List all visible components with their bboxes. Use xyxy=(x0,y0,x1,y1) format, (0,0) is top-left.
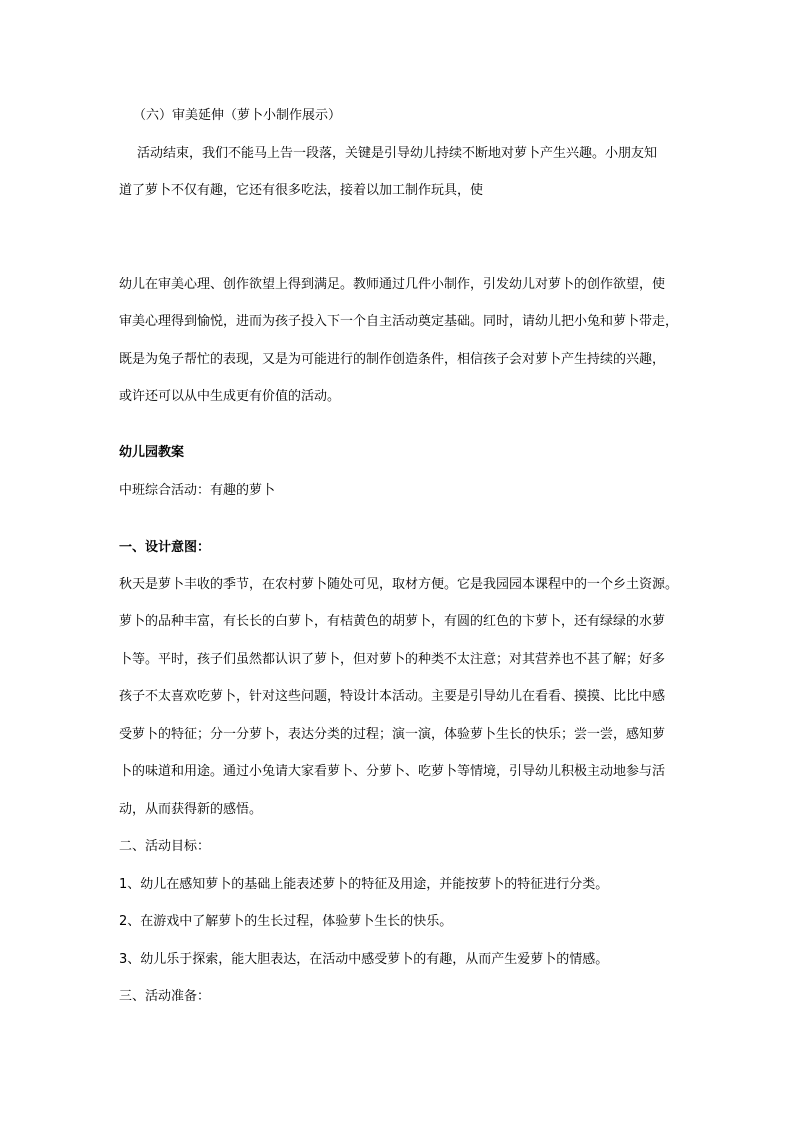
paragraph-line: 秋天是萝卜丰收的季节，在农村萝卜随处可见，取材方便。它是我园园本课程中的一个乡土资源。 xyxy=(119,577,679,592)
paragraph-line: 幼儿在审美心理、创作欲望上得到满足。教师通过几件小制作，引发幼儿对萝卜的创作欲望，使 xyxy=(119,277,666,292)
document-title: 幼儿园教案 xyxy=(119,445,185,460)
paragraph-line: 或许还可以从中生成更有价值的活动。 xyxy=(119,389,341,404)
section-heading-design-intent: 一、设计意图： xyxy=(119,540,211,555)
paragraph-line: 卜等。平时，孩子们虽然都认识了萝卜，但对萝卜的种类不太注意；对其营养也不甚了解；好多 xyxy=(119,652,666,667)
goal-item-2: 2、在游戏中了解萝卜的生长过程，体验萝卜生长的快乐。 xyxy=(119,914,453,929)
section-heading-activity-goals: 二、活动目标： xyxy=(119,839,211,854)
paragraph-line: 审美心理得到愉悦，进而为孩子投入下一个自主活动奠定基础。同时，请幼儿把小兔和萝卜带走， xyxy=(119,314,679,329)
paragraph-line: 既是为兔子帮忙的表现，又是为可能进行的制作创造条件，相信孩子会对萝卜产生持续的兴趣， xyxy=(119,352,666,367)
paragraph-line: 受萝卜的特征；分一分萝卜，表达分类的过程；演一演，体验萝卜生长的快乐；尝一尝，感知萝 xyxy=(119,727,666,742)
paragraph-line: 道了萝卜不仅有趣，它还有很多吃法，接着以加工制作玩具，使 xyxy=(119,183,484,198)
paragraph-line: 卜的味道和用途。通过小兔请大家看萝卜、分萝卜、吃萝卜等情境，引导幼儿积极主动地参与活 xyxy=(119,764,666,779)
goal-item-3: 3、幼儿乐于探索，能大胆表达，在活动中感受萝卜的有趣，从而产生爱萝卜的情感。 xyxy=(119,952,609,967)
paragraph-line: 孩子不太喜欢吃萝卜，针对这些问题，特设计本活动。主要是引导幼儿在看看、摸摸、比比中感 xyxy=(119,689,666,704)
goal-item-1: 1、幼儿在感知萝卜的基础上能表述萝卜的特征及用途，并能按萝卜的特征进行分类。 xyxy=(119,877,609,892)
paragraph-line: 活动结束，我们不能马上告一段落，关键是引导幼儿持续不断地对萝卜产生兴趣。小朋友知 xyxy=(137,146,658,161)
section-heading-activity-preparation: 三、活动准备： xyxy=(119,989,211,1004)
paragraph-line: 动，从而获得新的感悟。 xyxy=(119,802,263,817)
paragraph-line: 萝卜的品种丰富，有长长的白萝卜，有桔黄色的胡萝卜，有圆的红色的卞萝卜，还有绿绿的水萝 xyxy=(119,614,666,629)
section-heading-aesthetic-extension: （六）审美延伸（萝卜小制作展示） xyxy=(133,108,342,123)
activity-title: 中班综合活动：有趣的萝卜 xyxy=(119,483,276,498)
